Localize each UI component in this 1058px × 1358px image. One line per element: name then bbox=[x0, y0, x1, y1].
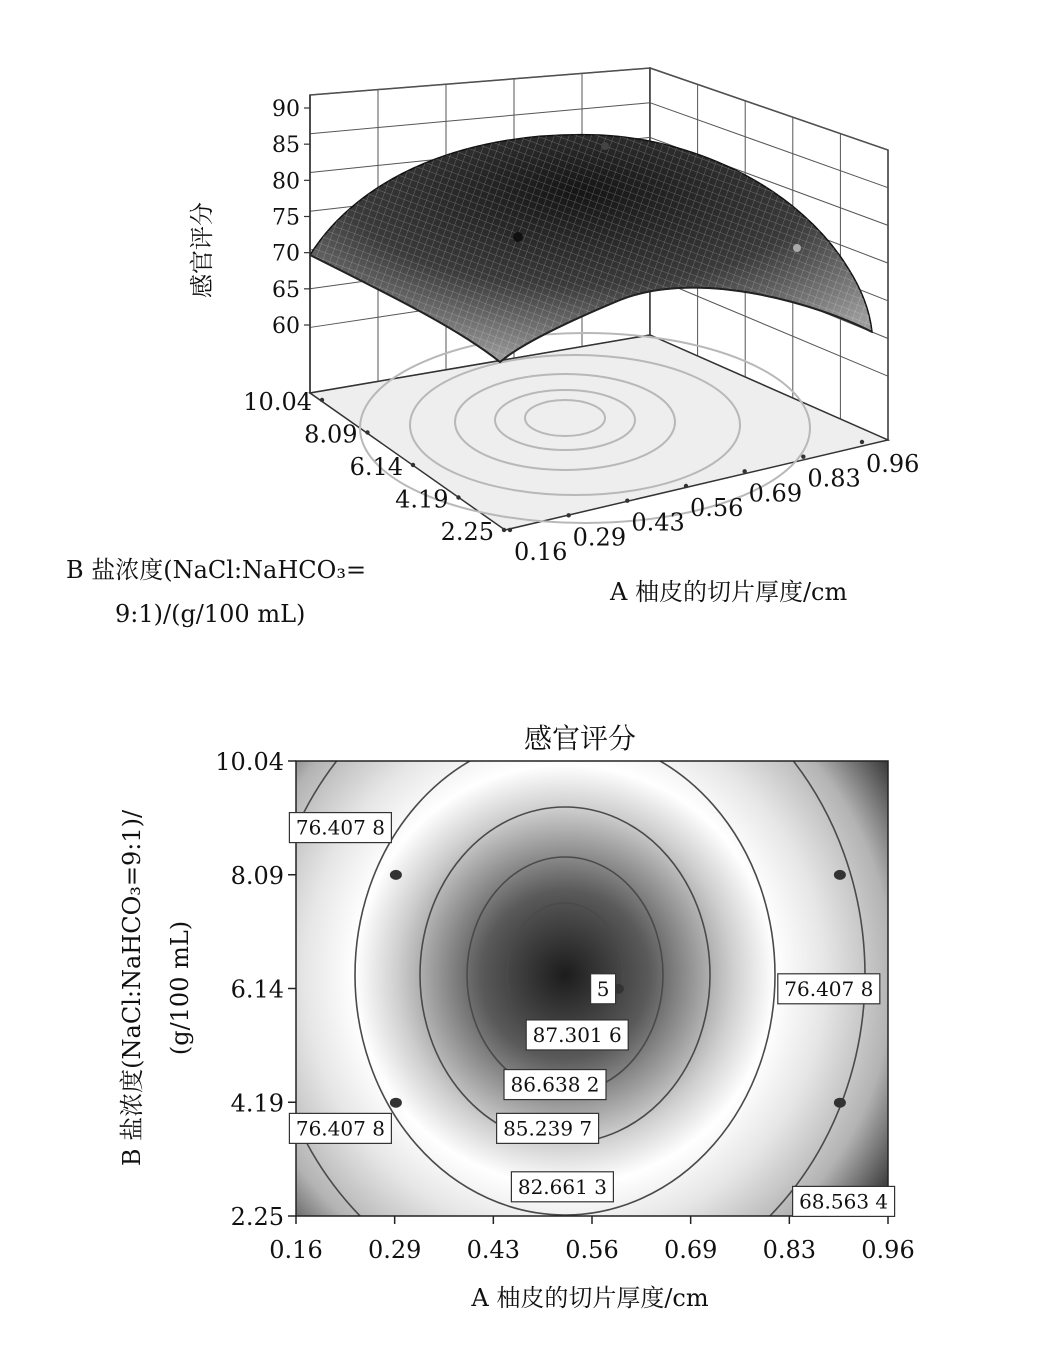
contour-label-text: 5 bbox=[596, 976, 610, 1001]
surface-design-point bbox=[513, 232, 523, 242]
contour-value-label bbox=[497, 1113, 599, 1143]
z-tick-label: 90 bbox=[272, 97, 300, 122]
contour-label-text: 76.407 8 bbox=[784, 976, 874, 1001]
y-tick-mark bbox=[320, 398, 324, 402]
y-tick-mark bbox=[411, 463, 415, 467]
x-tick-mark bbox=[742, 469, 746, 473]
x-tick-label: 0.96 bbox=[866, 450, 920, 478]
y-tick-mark bbox=[502, 528, 506, 532]
contour-x-tick-label: 0.56 bbox=[565, 1236, 619, 1264]
x-tick-mark bbox=[860, 440, 864, 444]
z-tick-label: 80 bbox=[272, 169, 300, 195]
contour-x-tick-label: 0.96 bbox=[861, 1236, 915, 1264]
design-point bbox=[834, 870, 846, 880]
contour-y-tick-label: 10.04 bbox=[215, 748, 284, 776]
contour-x-axis-label: A 柚皮的切片厚度/cm bbox=[471, 1284, 709, 1312]
y-tick-label: 4.19 bbox=[395, 485, 449, 514]
contour-label-text: 76.407 8 bbox=[295, 815, 385, 840]
contour-label-text: 85.239 7 bbox=[503, 1116, 593, 1141]
contour-label-text: 86.638 2 bbox=[510, 1072, 600, 1097]
y-tick-label: 6.14 bbox=[349, 453, 403, 481]
contour-x-tick-label: 0.29 bbox=[367, 1236, 422, 1264]
x-tick-label: 0.56 bbox=[690, 494, 744, 522]
x-tick-label: 0.29 bbox=[572, 523, 627, 552]
contour-y-tick-label: 2.25 bbox=[230, 1203, 284, 1231]
y-axis-label-line1: B 盐浓度(NaCl:NaHCO₃= bbox=[66, 556, 367, 584]
contour-value-label bbox=[778, 974, 880, 1004]
contour-y-tick-label: 8.09 bbox=[230, 861, 284, 890]
surface-plot bbox=[66, 68, 919, 628]
x-tick-label: 0.83 bbox=[807, 464, 861, 493]
y-tick-label: 8.09 bbox=[304, 420, 358, 449]
design-point bbox=[834, 1098, 846, 1108]
contour-title: 感官评分 bbox=[523, 722, 637, 755]
contour-label-text: 68.563 4 bbox=[799, 1189, 889, 1214]
contour-label-text: 76.407 8 bbox=[295, 1116, 385, 1141]
contour-y-axis-label-line1: B 盐浓度(NaCl:NaHCO₃=9:1)/ bbox=[118, 809, 146, 1167]
z-tick-label: 75 bbox=[272, 205, 300, 231]
x-tick-mark bbox=[625, 498, 629, 502]
y-tick-label: 2.25 bbox=[440, 518, 494, 546]
x-tick-mark bbox=[801, 454, 805, 458]
contour-plot bbox=[118, 645, 915, 1312]
y-tick-label: 10.04 bbox=[243, 388, 312, 416]
contour-y-tick-label: 6.14 bbox=[230, 975, 284, 1004]
z-tick-label: 60 bbox=[272, 314, 300, 339]
y-axis-label-line2: 9:1)/(g/100 mL) bbox=[115, 600, 306, 628]
design-point bbox=[390, 870, 402, 880]
z-tick-label: 65 bbox=[272, 277, 300, 303]
contour-value-label bbox=[504, 1070, 606, 1100]
contour-x-tick-label: 0.43 bbox=[466, 1236, 521, 1264]
x-tick-mark bbox=[508, 528, 512, 532]
contour-y-axis-label-line2: (g/100 mL) bbox=[166, 920, 194, 1056]
z-tick-label: 70 bbox=[272, 241, 300, 267]
contour-label-text: 82.661 3 bbox=[517, 1174, 607, 1199]
x-tick-mark bbox=[684, 484, 688, 488]
x-tick-label: 0.43 bbox=[631, 508, 685, 537]
x-tick-label: 0.69 bbox=[748, 479, 803, 508]
contour-value-label bbox=[289, 813, 391, 843]
contour-x-tick-label: 0.16 bbox=[269, 1236, 323, 1264]
x-tick-mark bbox=[566, 513, 570, 517]
x-axis-label: A 柚皮的切片厚度/cm bbox=[610, 578, 848, 606]
z-axis-label: 感官评分 bbox=[188, 202, 216, 298]
contour-label-text: 87.301 6 bbox=[532, 1022, 622, 1047]
design-point bbox=[390, 1098, 402, 1108]
contour-y-tick-label: 4.19 bbox=[230, 1089, 284, 1118]
contour-x-tick-label: 0.69 bbox=[663, 1236, 718, 1264]
z-tick-label: 85 bbox=[272, 133, 300, 159]
contour-x-tick-label: 0.83 bbox=[762, 1236, 817, 1264]
contour-value-label bbox=[289, 1113, 391, 1143]
y-tick-mark bbox=[456, 495, 460, 499]
surface-design-point bbox=[793, 244, 801, 252]
surface-design-point bbox=[601, 142, 609, 150]
contour-value-label bbox=[526, 1020, 628, 1050]
contour-value-label bbox=[793, 1186, 895, 1216]
contour-value-label bbox=[511, 1172, 613, 1202]
y-tick-mark bbox=[365, 430, 369, 434]
contour-value-label bbox=[591, 974, 616, 1004]
x-tick-label: 0.16 bbox=[514, 538, 568, 566]
